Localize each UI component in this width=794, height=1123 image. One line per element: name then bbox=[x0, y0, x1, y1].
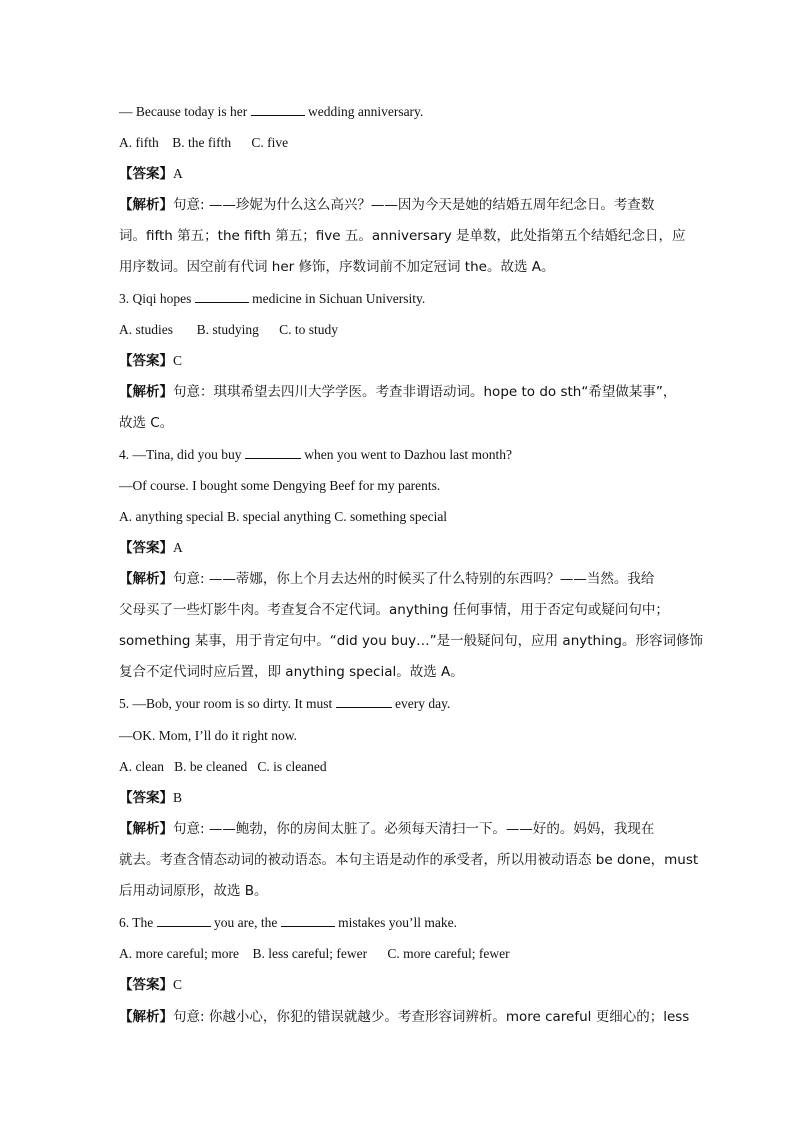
q3-analysis-text-1: 句意：琪琪希望去四川大学学医。考查非谓语动词。hope to do sth“希望做某事”， bbox=[173, 384, 677, 400]
q4-answer-label: 【答案】 bbox=[119, 540, 173, 556]
q2-answer bbox=[119, 165, 679, 183]
q2-analysis-text-1: 句意: ——珍妮为什么这么高兴？——因为今天是她的结婚五周年纪念日。考查数 bbox=[173, 197, 655, 213]
q4-analysis-line-1 bbox=[119, 570, 679, 588]
q2-stem-pre: — Because today is her bbox=[119, 104, 251, 119]
q4-blank bbox=[245, 446, 301, 459]
q6-analysis-line-1 bbox=[119, 1008, 690, 1026]
q6-stem-post: mistakes you’ll make. bbox=[334, 915, 457, 930]
q3-blank bbox=[195, 290, 249, 303]
q5-stem-pre: 5. —Bob, your room is so dirty. It must bbox=[119, 696, 336, 711]
q4-analysis-line-2: 父母买了一些灯影牛肉。考查复合不定代词。anything 任何事情，用于否定句或疑问句中； bbox=[119, 602, 669, 618]
q5-analysis-line-2: 就去。考查含情态动词的被动语态。本句主语是动作的承受者，所以用被动语态 be done，must bbox=[119, 852, 699, 868]
q6-analysis-label: 【解析】 bbox=[119, 1009, 173, 1025]
q5-answer-value: B bbox=[173, 790, 183, 805]
q2-analysis-line-1 bbox=[119, 196, 679, 214]
q2-analysis-line-2: 词。fifth 第五；the fifth 第五；five 五。anniversary 是单数，此处指第五个结婚纪念日，应 bbox=[119, 228, 686, 244]
q3-analysis-label: 【解析】 bbox=[119, 384, 173, 400]
q4-analysis-text-1: 句意: ——蒂娜，你上个月去达州的时候买了什么特别的东西吗？——当然。我给 bbox=[173, 571, 655, 587]
q3-answer-label: 【答案】 bbox=[119, 353, 173, 369]
q6-analysis-text-1: 句意: 你越小心，你犯的错误就越少。考查形容词辨析。more careful 更细心的；less bbox=[173, 1009, 690, 1025]
q6-blank-1 bbox=[157, 914, 211, 927]
q6-stem-pre: 6. The bbox=[119, 915, 157, 930]
q4-analysis-line-4: 复合不定代词时应后置，即 anything special。故选 A。 bbox=[119, 664, 464, 680]
q6-stem-mid: you are, the bbox=[210, 915, 281, 930]
q3-stem-pre: 3. Qiqi hopes bbox=[119, 291, 195, 306]
q5-analysis-line-3: 后用动词原形，故选 B。 bbox=[119, 883, 268, 899]
q2-answer-label: 【答案】 bbox=[119, 166, 173, 182]
q5-analysis-text-1: 句意: ——鲍勃，你的房间太脏了。必须每天清扫一下。——好的。妈妈，我现在 bbox=[173, 821, 655, 837]
q4-stem bbox=[119, 446, 679, 464]
q4-analysis-label: 【解析】 bbox=[119, 571, 173, 587]
q2-blank bbox=[251, 103, 305, 116]
q4-options: A. anything special B. special anything C. something special bbox=[119, 509, 448, 524]
q6-answer bbox=[119, 976, 679, 994]
q6-stem bbox=[119, 914, 679, 932]
q2-analysis-line-3: 用序数词。因空前有代词 her 修饰，序数词前不加定冠词 the。故选 A。 bbox=[119, 259, 555, 275]
q5-blank bbox=[336, 695, 392, 708]
q4-analysis-line-3: something 某事，用于肯定句中。“did you buy…”是一般疑问句，应用 anything。形容词修饰 bbox=[119, 633, 703, 649]
q5-answer-label: 【答案】 bbox=[119, 790, 173, 806]
q6-answer-label: 【答案】 bbox=[119, 977, 173, 993]
q5-stem-post: every day. bbox=[391, 696, 451, 711]
q5-options: A. clean B. be cleaned C. is cleaned bbox=[119, 759, 327, 774]
q4-stem-post: when you went to Dazhou last month? bbox=[300, 447, 512, 462]
q4-answer-value: A bbox=[173, 540, 183, 555]
q2-analysis-label: 【解析】 bbox=[119, 197, 173, 213]
q3-stem-post: medicine in Sichuan University. bbox=[248, 291, 426, 306]
q3-analysis-line-2: 故选 C。 bbox=[119, 415, 174, 431]
q4-answer bbox=[119, 539, 679, 557]
q5-answer bbox=[119, 789, 679, 807]
q6-options: A. more careful; more B. less careful; fewer C. more careful; fewer bbox=[119, 946, 510, 961]
q3-options: A. studies B. studying C. to study bbox=[119, 322, 339, 337]
q2-stem bbox=[119, 103, 679, 121]
q2-stem-post: wedding anniversary. bbox=[304, 104, 424, 119]
q5-stem bbox=[119, 695, 679, 713]
q3-answer-value: C bbox=[173, 353, 183, 368]
q3-analysis-line-1 bbox=[119, 383, 679, 401]
q2-options: A. fifth B. the fifth C. five bbox=[119, 135, 289, 150]
q3-answer bbox=[119, 352, 679, 370]
q5-analysis-line-1 bbox=[119, 820, 679, 838]
q3-stem bbox=[119, 290, 679, 308]
q6-blank-2 bbox=[281, 914, 335, 927]
q2-answer-value: A bbox=[173, 166, 183, 181]
q6-answer-value: C bbox=[173, 977, 183, 992]
q4-stem-pre: 4. —Tina, did you buy bbox=[119, 447, 245, 462]
q5-reply: —OK. Mom, I’ll do it right now. bbox=[119, 728, 297, 743]
q5-analysis-label: 【解析】 bbox=[119, 821, 173, 837]
q4-reply: —Of course. I bought some Dengying Beef for my parents. bbox=[119, 478, 441, 493]
